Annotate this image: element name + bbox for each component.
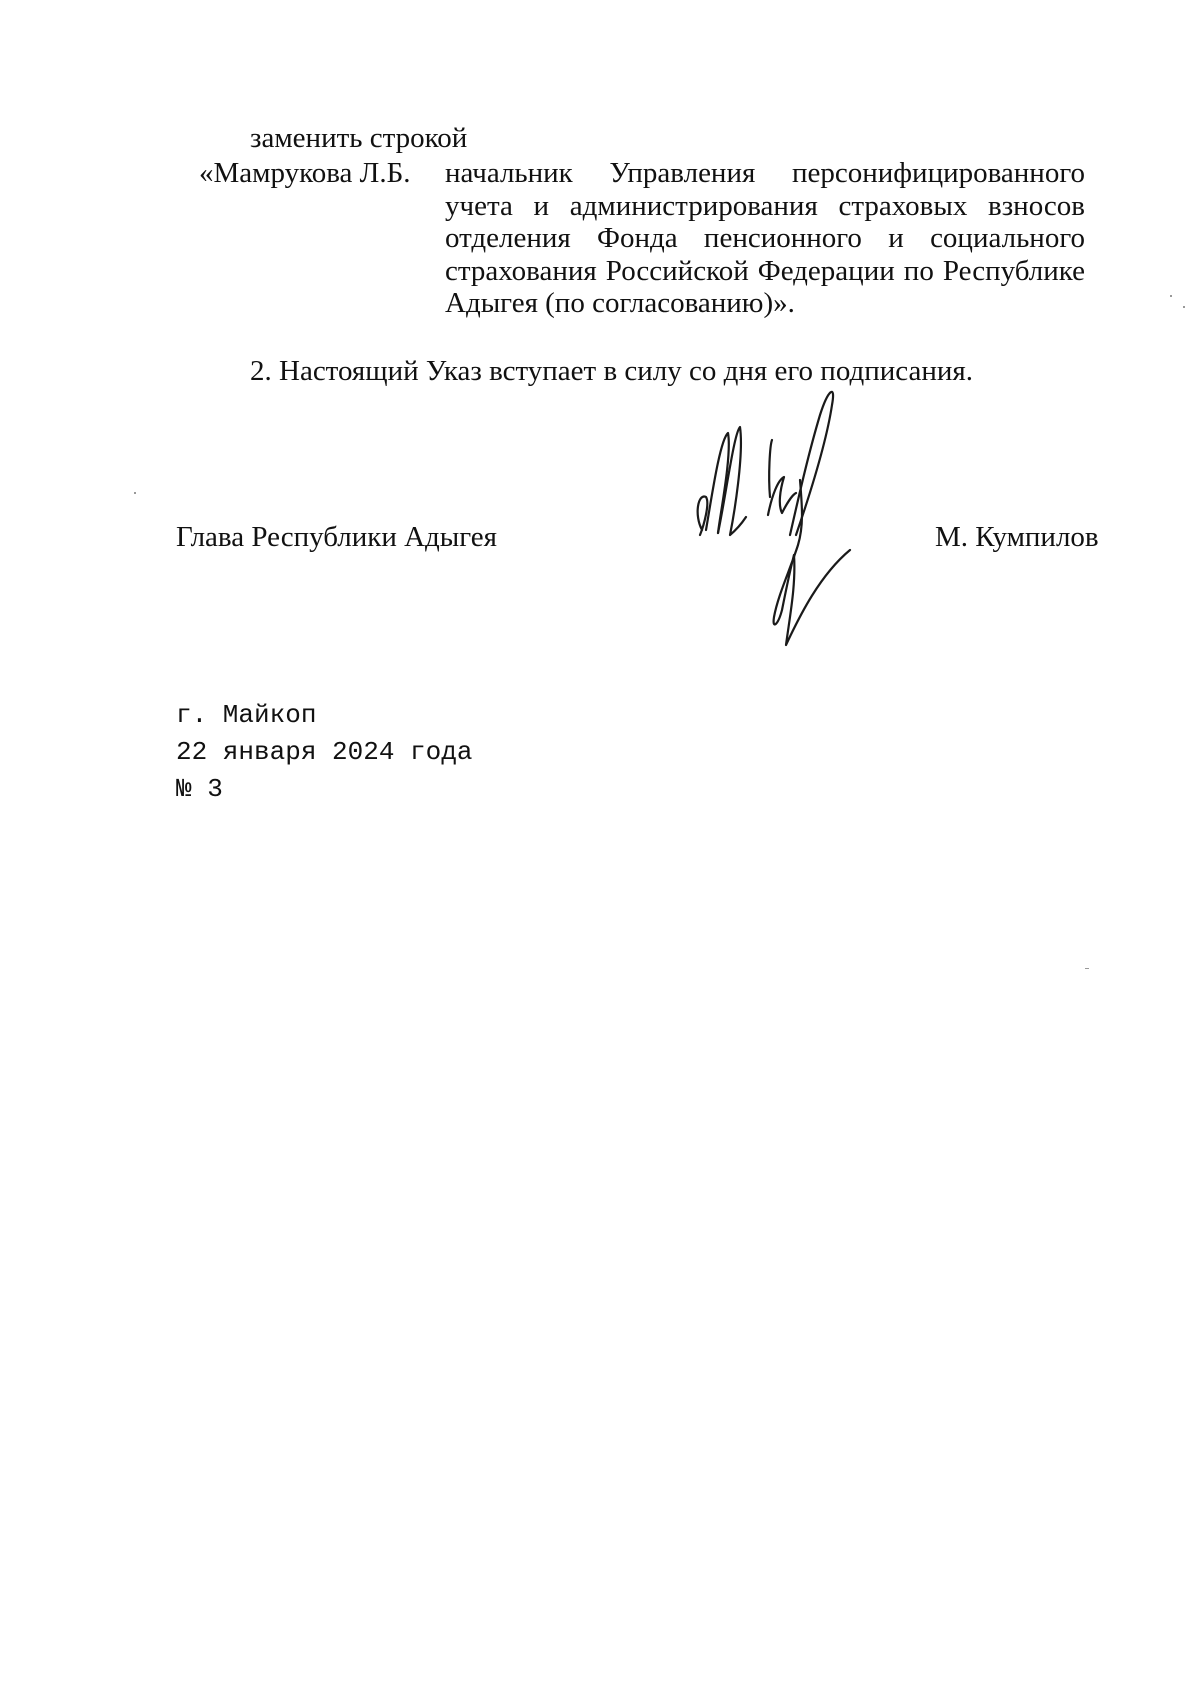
entry-position-description: начальник Управления персонифицированного учета и администрирования страховых взносов отделения Фонда пенсионного и социального страхования Российской Федерации по Республике Адыгея (по согласованию)».	[445, 157, 1085, 319]
issue-city: г. Майкоп	[176, 700, 317, 730]
document-number: № 3	[176, 774, 223, 804]
signer-name: М. Кумпилов	[935, 521, 1099, 553]
entry-person-name: «Мамрукова Л.Б.	[199, 157, 411, 189]
issue-date: 22 января 2024 года	[176, 737, 473, 767]
scan-speck	[134, 492, 136, 494]
scan-speck	[1085, 968, 1089, 969]
signature-icon	[690, 385, 890, 655]
scan-speck	[1170, 295, 1172, 297]
signer-title: Глава Республики Адыгея	[176, 521, 497, 553]
replace-intro-text: заменить строкой	[250, 122, 468, 154]
clause-2-text: 2. Настоящий Указ вступает в силу со дня его подписания.	[250, 355, 974, 387]
scan-speck	[1183, 306, 1185, 308]
